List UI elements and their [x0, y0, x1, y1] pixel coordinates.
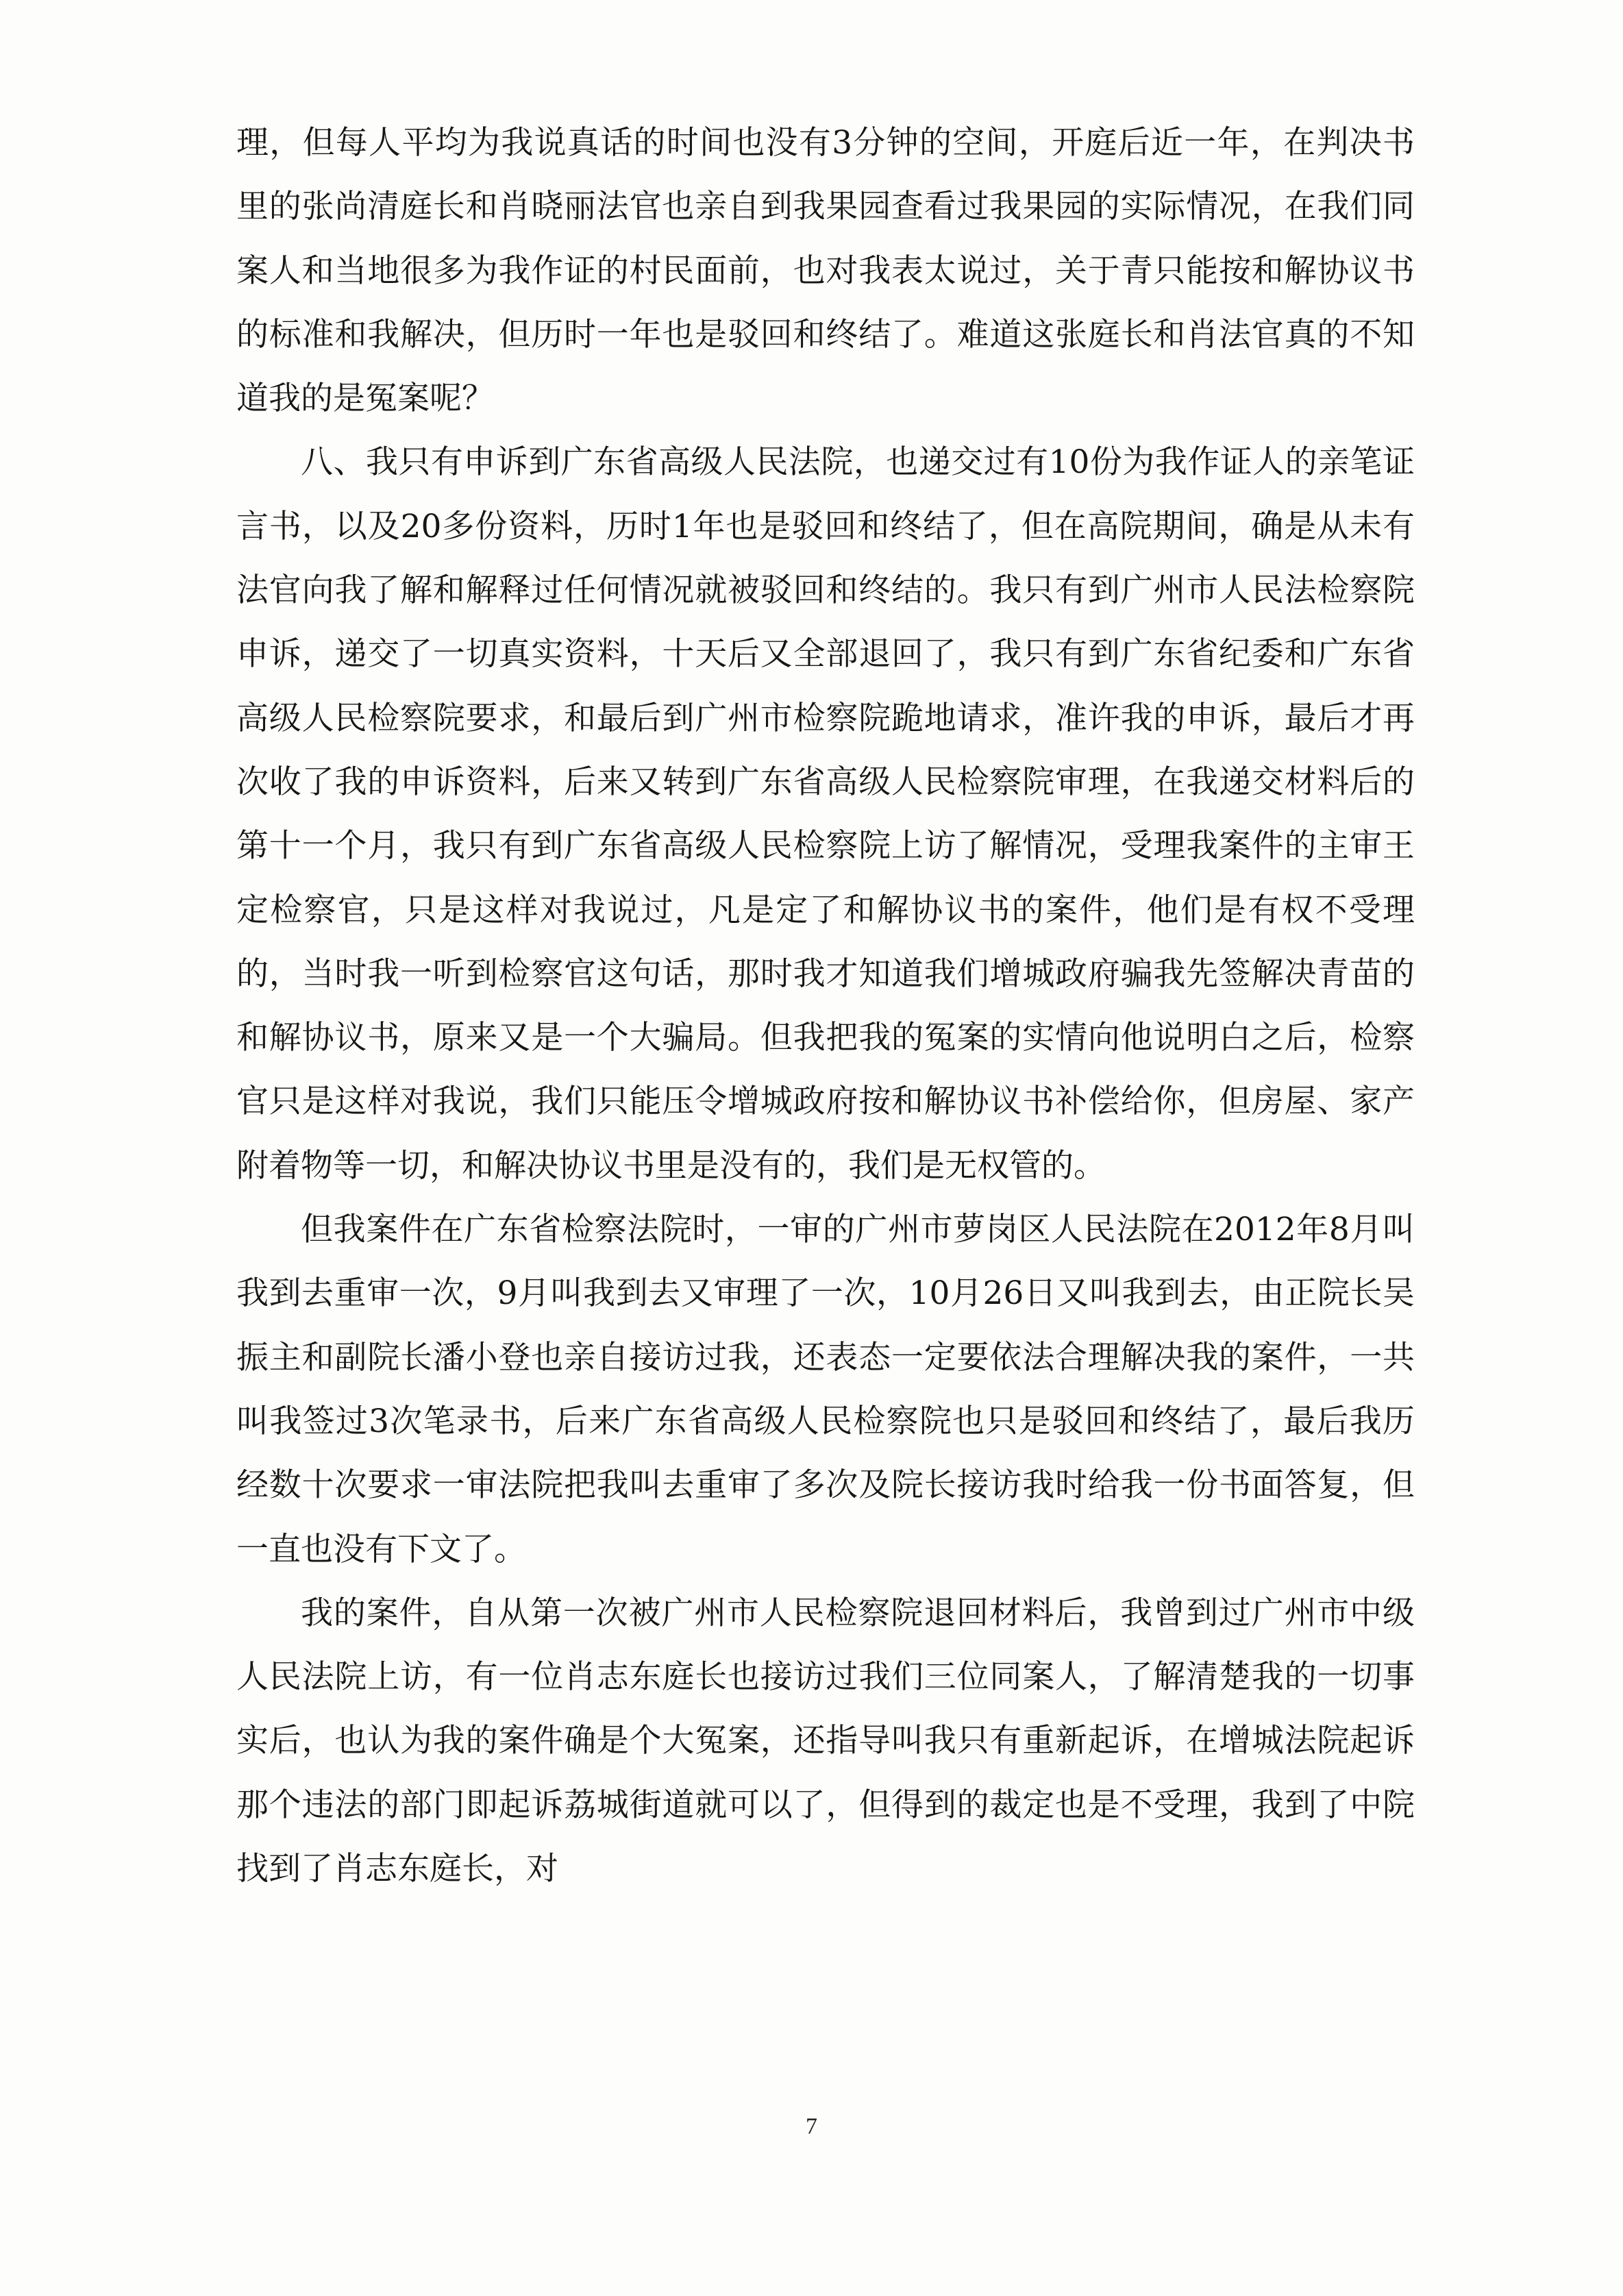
- paragraph-intermediate-court: 我的案件，自从第一次被广州市人民检察院退回材料后，我曾到过广州市中级人民法院上访，有一位肖志东庭长也接访过我们三位同案人，了解清楚我的一切事实后，也认为我的案件确是个大冤案，还指导叫我只有重新起诉，在增城法院起诉那个违法的部门即起诉荔城街道就可以了，但得到的裁定也是不受理，我到了中院找到了肖志东庭长，对: [236, 1594, 1415, 1888]
- paragraph-first-instance-court: 但我案件在广东省检察法院时，一审的广州市萝岗区人民法院在2012年8月叫我到去重审一次，9月叫我到去又审理了一次，10月26日又叫我到去，由正院长吴振主和副院长潘小登也亲自接访过我，还表态一定要依法合理解决我的案件，一共叫我签过3次笔录书，后来广东省高级人民检察院也只是驳回和终结了，最后我历经数十次要求一审法院把我叫去重审了多次及院长接访我时给我一份书面答复，但一直也没有下文了。: [236, 1211, 1415, 1568]
- body-text: [236, 111, 1415, 1901]
- paragraph-continuation: 理，但每人平均为我说真话的时间也没有3分钟的空间，开庭后近一年，在判决书里的张尚清庭长和肖晓丽法官也亲自到我果园查看过我果园的实际情况，在我们同案人和当地很多为我作证的村民面前，也对我表太说过，关于青只能按和解协议书的标准和我解决，但历时一年也是驳回和终结了。难道这张庭长和肖法官真的不知道我的是冤案呢？: [236, 124, 1415, 418]
- paragraph-section-eight: 八、我只有申诉到广东省高级人民法院，也递交过有10份为我作证人的亲笔证言书，以及20多份资料，历时1年也是驳回和终结了，但在高院期间，确是从未有法官向我了解和解释过任何情况就被驳回和终结的。我只有到广州市人民法检察院申诉，递交了一切真实资料，十天后又全部退回了，我只有到广东省纪委和广东省高级人民检察院要求，和最后到广州市检察院跪地请求，准许我的申诉，最后才再次收了我的申诉资料，后来又转到广东省高级人民检察院审理，在我递交材料后的第十一个月，我只有到广东省高级人民检察院上访了解情况，受理我案件的主审王定检察官，只是这样对我说过，凡是定了和解协议书的案件，他们是有权不受理的，当时我一听到检察官这句话，那时我才知道我们增城政府骗我先签解决青苗的和解协议书，原来又是一个大骗局。但我把我的冤案的实情向他说明白之后，检察官只是这样对我说，我们只能压令增城政府按和解协议书补偿给你，但房屋、家产附着物等一切，和解决协议书里是没有的，我们是无权管的。: [236, 443, 1415, 1185]
- page-number: 7: [806, 2114, 817, 2139]
